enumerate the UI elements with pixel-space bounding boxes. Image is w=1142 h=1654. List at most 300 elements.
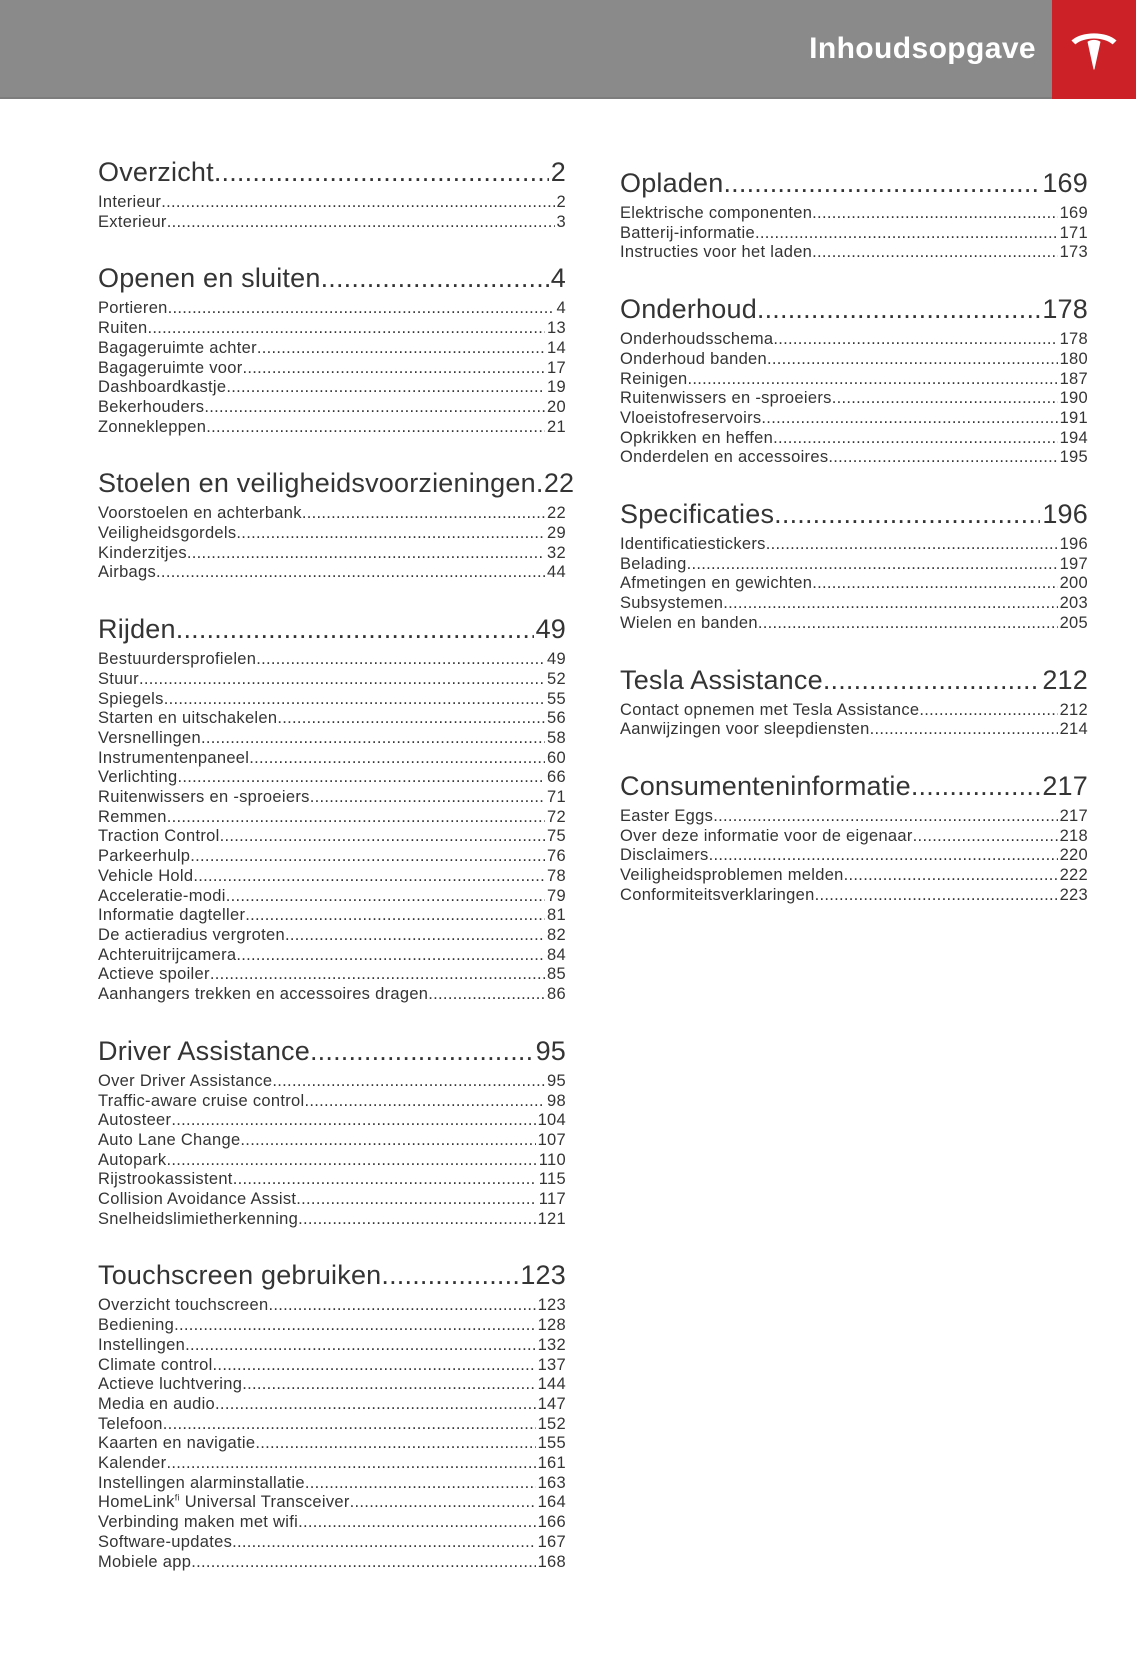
section-title: Rijden	[98, 614, 176, 645]
toc-entry[interactable]	[98, 1454, 566, 1474]
toc-section-heading[interactable]	[98, 466, 575, 500]
page-number: 60	[547, 748, 566, 767]
entry-label: Starten en uitschakelen	[98, 709, 278, 728]
toc-section-heading[interactable]	[620, 769, 1088, 803]
toc-section-heading[interactable]	[98, 155, 566, 189]
entry-label: Bekerhouders	[98, 397, 205, 416]
dot-leader	[870, 720, 1058, 740]
tesla-t-icon	[1068, 18, 1120, 82]
page-number: 222	[1059, 866, 1088, 885]
toc-entry[interactable]	[98, 1395, 566, 1415]
page-number: 110	[538, 1150, 566, 1169]
entry-label: Mobiele app	[98, 1552, 192, 1571]
toc-section	[98, 1034, 566, 1230]
entry-label: Verlichting	[98, 768, 178, 787]
toc-entry[interactable]	[620, 574, 1088, 594]
dot-leader	[240, 1131, 535, 1151]
dot-leader	[226, 887, 545, 907]
entry-label: Over Driver Assistance	[98, 1071, 273, 1090]
dot-leader	[256, 650, 545, 670]
toc-entry[interactable]	[620, 224, 1088, 244]
table-of-contents	[0, 99, 1142, 1601]
dot-leader	[167, 808, 545, 828]
entry-label: Aanwijzingen voor sleepdiensten	[620, 720, 870, 739]
section-title: Opladen	[620, 168, 724, 198]
page-number: 196	[1042, 499, 1088, 530]
page-number: 78	[547, 866, 566, 885]
entry-label: Airbags	[98, 563, 157, 582]
dot-leader	[304, 1092, 545, 1112]
toc-entry[interactable]	[98, 1190, 566, 1210]
entry-label: Instellingen	[98, 1335, 186, 1354]
toc-section-heading[interactable]	[98, 1034, 566, 1068]
entry-label: Veiligheidsgordels	[98, 524, 237, 543]
toc-entry[interactable]	[98, 926, 566, 946]
dot-leader	[812, 243, 1057, 263]
dot-leader	[272, 1072, 545, 1092]
dot-leader	[214, 155, 549, 189]
toc-entry[interactable]	[98, 1210, 566, 1230]
toc-entry[interactable]	[620, 535, 1088, 555]
entry-label: Onderdelen en accessoires	[620, 448, 829, 467]
toc-entry[interactable]	[98, 504, 566, 524]
entry-label: Ruiten	[98, 319, 148, 338]
entry-label: Onderhoudsschema	[620, 330, 774, 349]
toc-column-right	[620, 155, 1088, 1601]
toc-entry[interactable]	[620, 827, 1088, 847]
dot-leader	[236, 524, 545, 544]
dot-leader	[139, 670, 545, 690]
page-number: 29	[547, 524, 566, 543]
page-number: 194	[1059, 428, 1088, 447]
entry-label: Portieren	[98, 299, 168, 318]
page-number: 107	[537, 1130, 566, 1149]
page-number: 76	[547, 847, 566, 866]
toc-entry[interactable]	[620, 555, 1088, 575]
toc-entry[interactable]	[98, 1131, 566, 1151]
toc-section-heading[interactable]	[98, 612, 566, 646]
dot-leader	[911, 769, 1040, 803]
entry-label: Rijstrookassistent	[98, 1170, 233, 1189]
toc-entry[interactable]	[620, 350, 1088, 370]
toc-entry[interactable]	[98, 544, 566, 564]
entry-label: Overzicht touchscreen	[98, 1296, 269, 1315]
toc-entry[interactable]	[98, 729, 566, 749]
dot-leader	[268, 1296, 535, 1316]
section-title: Onderhoud	[620, 294, 757, 325]
page-number: 217	[1042, 770, 1088, 801]
section-title: Openen en sluiten	[98, 263, 321, 294]
toc-entry[interactable]	[620, 701, 1088, 721]
toc-entry[interactable]	[98, 1336, 566, 1356]
toc-section-heading[interactable]	[98, 1258, 566, 1292]
section-title: Consumenteninformatie	[620, 770, 911, 801]
toc-entry[interactable]	[620, 448, 1088, 468]
toc-column-left	[98, 155, 575, 1601]
dot-leader	[245, 906, 545, 926]
entry-label: Identificatiestickers	[620, 535, 766, 554]
dot-leader	[285, 926, 545, 946]
dot-leader	[298, 1513, 535, 1533]
toc-entry[interactable]	[98, 749, 566, 769]
page-number: 161	[537, 1454, 566, 1473]
entry-label: Stuur	[98, 669, 139, 688]
dot-leader	[298, 1210, 535, 1230]
toc-entry[interactable]	[98, 709, 566, 729]
dot-leader	[168, 299, 555, 319]
toc-section-heading[interactable]	[620, 497, 1088, 531]
entry-label: Collision Avoidance Assist	[98, 1190, 297, 1209]
toc-entry[interactable]	[620, 720, 1088, 740]
dot-leader	[277, 709, 545, 729]
page-number: 168	[537, 1552, 566, 1571]
page-number: 52	[547, 669, 566, 688]
dot-leader	[302, 504, 545, 524]
dot-leader	[919, 701, 1057, 721]
toc-entry[interactable]	[98, 1151, 566, 1171]
entry-label: Belading	[620, 554, 687, 573]
dot-leader	[815, 886, 1058, 906]
page-number: 58	[547, 728, 566, 747]
page-number: 49	[535, 614, 566, 645]
toc-entry[interactable]	[98, 906, 566, 926]
toc-entry[interactable]	[98, 319, 566, 339]
dot-leader	[350, 1493, 536, 1513]
entry-label: Interieur	[98, 193, 162, 211]
toc-entry[interactable]	[98, 359, 566, 379]
entry-label: Instrumentenpaneel	[98, 748, 250, 767]
entry-label: Kalender	[98, 1454, 167, 1473]
entry-label: Snelheidslimietherkenning	[98, 1209, 299, 1228]
toc-entry[interactable]	[620, 886, 1088, 906]
toc-entry[interactable]	[98, 1493, 566, 1513]
toc-entry[interactable]	[98, 946, 566, 966]
toc-entry[interactable]	[98, 808, 566, 828]
toc-entry[interactable]	[98, 398, 566, 418]
toc-entry[interactable]	[98, 965, 566, 985]
toc-entry[interactable]	[98, 418, 566, 438]
page-number: 22	[547, 504, 566, 523]
page-number: 167	[537, 1532, 566, 1551]
page-number: 19	[547, 378, 566, 397]
page-number: 95	[535, 1035, 566, 1066]
page-number: 4	[550, 263, 566, 294]
dot-leader	[536, 466, 542, 500]
page-number: 75	[547, 827, 566, 846]
toc-entry[interactable]	[98, 1111, 566, 1131]
section-title: Touchscreen gebruiken	[98, 1260, 382, 1291]
toc-entry[interactable]	[620, 614, 1088, 634]
page-number: 81	[547, 906, 566, 925]
page-number: 3	[556, 212, 566, 231]
dot-leader	[321, 261, 549, 295]
toc-entry[interactable]	[98, 1356, 566, 1376]
dot-leader	[761, 409, 1057, 429]
toc-entry[interactable]	[98, 670, 566, 690]
toc-entry[interactable]	[98, 690, 566, 710]
toc-entry[interactable]	[98, 1092, 566, 1112]
dot-leader	[310, 1034, 534, 1068]
entry-label: Batterij-informatie	[620, 223, 755, 242]
entry-label: Ruitenwissers en -sproeiers	[620, 389, 832, 408]
dot-leader	[210, 965, 545, 985]
dot-leader	[233, 1170, 537, 1190]
toc-section	[620, 166, 1088, 263]
page-number: 132	[537, 1335, 566, 1354]
toc-entry[interactable]	[98, 867, 566, 887]
toc-entry[interactable]	[98, 1415, 566, 1435]
toc-entry[interactable]	[98, 650, 566, 670]
page-number: 196	[1059, 535, 1088, 554]
dot-leader	[766, 535, 1058, 555]
toc-entry[interactable]	[98, 1072, 566, 1092]
entry-label: Versnellingen	[98, 728, 201, 747]
section-title: Driver Assistance	[98, 1035, 310, 1066]
page-number: 123	[520, 1260, 566, 1291]
section-title: Stoelen en veiligheidsvoorzieningen	[98, 468, 536, 499]
entry-label: Climate control	[98, 1355, 213, 1374]
toc-entry[interactable]	[98, 1296, 566, 1316]
dot-leader	[236, 946, 545, 966]
entry-label: Over deze informatie voor de eigenaar	[620, 826, 913, 845]
toc-entry[interactable]	[98, 1375, 566, 1395]
page-number: 66	[547, 768, 566, 787]
entry-label: Wielen en banden	[620, 613, 758, 632]
toc-entry[interactable]	[620, 204, 1088, 224]
dot-leader	[213, 1356, 536, 1376]
toc-section	[98, 612, 566, 1005]
page-header	[0, 0, 1142, 99]
toc-entry[interactable]	[98, 1474, 566, 1494]
dot-leader	[774, 497, 1040, 531]
toc-section	[98, 261, 566, 437]
entry-label: Autosteer	[98, 1111, 172, 1130]
toc-entry[interactable]	[620, 866, 1088, 886]
entry-label: Bestuurdersprofielen	[98, 650, 257, 669]
toc-section	[98, 466, 575, 583]
entry-label: Software-updates	[98, 1532, 233, 1551]
dot-leader	[428, 985, 545, 1005]
entry-label: Vloeistofreservoirs	[620, 408, 762, 427]
entry-label: Bediening	[98, 1316, 175, 1335]
entry-label: Informatie dagteller	[98, 906, 246, 925]
dot-leader	[773, 429, 1057, 449]
dot-leader	[243, 359, 546, 379]
toc-entry[interactable]	[620, 330, 1088, 350]
entry-label: Traffic-aware cruise control	[98, 1091, 305, 1110]
toc-entry[interactable]	[620, 846, 1088, 866]
toc-entry[interactable]	[98, 524, 566, 544]
page-number: 214	[1059, 720, 1088, 739]
entry-label: Spiegels	[98, 689, 164, 708]
page-number: 128	[537, 1316, 566, 1335]
dot-leader	[305, 1474, 536, 1494]
page-number: 164	[537, 1493, 566, 1512]
page-number: 203	[1059, 594, 1088, 613]
toc-entry[interactable]	[620, 389, 1088, 409]
entry-label: Actieve spoiler	[98, 965, 210, 984]
toc-entry[interactable]	[620, 243, 1088, 263]
page-number: 180	[1059, 349, 1088, 368]
toc-section	[620, 769, 1088, 906]
page-number: 218	[1059, 826, 1088, 845]
page-number: 166	[537, 1513, 566, 1532]
dot-leader	[215, 1395, 536, 1415]
superscript-mark: fi	[174, 1492, 180, 1503]
dot-leader	[148, 319, 546, 339]
toc-section-heading[interactable]	[98, 261, 566, 295]
entry-label: Kaarten en navigatie	[98, 1434, 256, 1453]
page-number: 190	[1059, 389, 1088, 408]
dot-leader	[255, 1434, 535, 1454]
entry-label: Opkrikken en heffen	[620, 428, 774, 447]
entry-label: Auto Lane Change	[98, 1130, 241, 1149]
toc-entry[interactable]	[98, 827, 566, 847]
dot-leader	[773, 330, 1057, 350]
entry-label: Veiligheidsproblemen melden	[620, 866, 844, 885]
dot-leader	[232, 1533, 535, 1553]
entry-label: Achteruitrijcamera	[98, 945, 237, 964]
page-number: 22	[543, 468, 575, 499]
section-title: Tesla Assistance	[620, 664, 823, 695]
toc-entry[interactable]	[98, 563, 566, 583]
entry-label: HomeLink$^{fi}$ Universal Transceiver	[98, 1492, 350, 1512]
page-number: 2	[550, 157, 566, 187]
toc-entry[interactable]	[98, 299, 566, 319]
toc-entry[interactable]	[98, 1513, 566, 1533]
page-number: 2	[556, 193, 566, 211]
page-number: 195	[1059, 448, 1088, 467]
page-number: 98	[547, 1091, 566, 1110]
toc-entry[interactable]	[98, 1170, 566, 1190]
entry-label: Reinigen	[620, 369, 688, 388]
toc-entry[interactable]	[98, 193, 566, 213]
toc-section-heading[interactable]	[620, 292, 1088, 326]
dot-leader	[156, 563, 545, 583]
entry-label: Remmen	[98, 807, 167, 826]
entry-label: Acceleratie-modi	[98, 886, 226, 905]
toc-section-heading[interactable]	[620, 663, 1088, 697]
entry-label: Aanhangers trekken en accessoires dragen	[98, 985, 429, 1004]
entry-label: Bagageruimte voor	[98, 358, 243, 377]
dot-leader	[828, 448, 1057, 468]
page-number: 152	[537, 1414, 566, 1433]
page-number: 20	[547, 397, 566, 416]
toc-entry[interactable]	[98, 1316, 566, 1336]
dot-leader	[832, 389, 1058, 409]
toc-entry[interactable]	[620, 429, 1088, 449]
toc-section-heading[interactable]	[620, 166, 1088, 200]
entry-label: Ruitenwissers en -sproeiers	[98, 788, 310, 807]
page-number: 85	[547, 965, 566, 984]
dot-leader	[164, 690, 545, 710]
page-number: 223	[1059, 885, 1088, 904]
dot-leader	[310, 788, 545, 808]
page-number: 212	[1042, 664, 1088, 695]
toc-entry[interactable]	[620, 370, 1088, 390]
page-number: 163	[537, 1473, 566, 1492]
entry-label: Instructies voor het laden	[620, 243, 813, 262]
toc-section	[620, 497, 1088, 634]
entry-label: Parkeerhulp	[98, 847, 191, 866]
dot-leader	[767, 350, 1058, 370]
toc-entry[interactable]	[98, 847, 566, 867]
entry-label: Exterieur	[98, 212, 167, 231]
page-number: 72	[547, 807, 566, 826]
entry-label: Easter Eggs	[620, 806, 714, 825]
page-number: 121	[537, 1209, 566, 1228]
toc-entry[interactable]	[98, 1434, 566, 1454]
page-number: 169	[1059, 204, 1088, 222]
page-number: 217	[1059, 806, 1088, 825]
page-number: 173	[1059, 243, 1088, 262]
dot-leader	[201, 729, 545, 749]
toc-entry[interactable]	[98, 985, 566, 1005]
dot-leader	[174, 1316, 535, 1336]
page-number: 79	[547, 886, 566, 905]
toc-section	[620, 292, 1088, 468]
dot-leader	[191, 1553, 535, 1573]
toc-entry[interactable]	[98, 768, 566, 788]
section-title: Specificaties	[620, 499, 775, 530]
entry-label: Autopark	[98, 1150, 167, 1169]
dot-leader	[713, 807, 1057, 827]
page-number: 55	[547, 689, 566, 708]
toc-entry[interactable]	[98, 378, 566, 398]
entry-label: Vehicle Hold	[98, 866, 194, 885]
toc-entry[interactable]	[98, 1533, 566, 1553]
entry-label: Bagageruimte achter	[98, 338, 257, 357]
dot-leader	[220, 827, 545, 847]
page-number: 44	[547, 563, 566, 582]
dot-leader	[844, 866, 1058, 886]
toc-entry[interactable]	[98, 1553, 566, 1573]
section-title: Overzicht	[98, 157, 214, 187]
dot-leader	[296, 1190, 537, 1210]
dot-leader	[723, 594, 1057, 614]
toc-entry[interactable]	[620, 807, 1088, 827]
toc-entry[interactable]	[98, 887, 566, 907]
page-number: 95	[547, 1071, 566, 1090]
page-number: 197	[1059, 554, 1088, 573]
toc-entry[interactable]	[98, 339, 566, 359]
page-number: 171	[1059, 223, 1088, 242]
dot-leader	[187, 544, 545, 564]
entry-label: Media en audio	[98, 1394, 216, 1413]
dot-leader	[166, 1151, 536, 1171]
page-number: 56	[547, 709, 566, 728]
entry-label: Instellingen alarminstallatie	[98, 1473, 305, 1492]
toc-entry[interactable]	[98, 788, 566, 808]
toc-entry[interactable]	[620, 409, 1088, 429]
page-number: 191	[1059, 408, 1088, 427]
page-number: 117	[538, 1190, 566, 1209]
entry-label: Contact opnemen met Tesla Assistance	[620, 700, 920, 719]
page-number: 144	[537, 1375, 566, 1394]
page-number: 84	[547, 945, 566, 964]
entry-label: De actieradius vergroten	[98, 925, 285, 944]
dot-leader	[242, 1375, 535, 1395]
entry-label: Zonnekleppen	[98, 417, 207, 436]
page-number: 123	[537, 1296, 566, 1315]
dot-leader	[161, 193, 554, 213]
page-number: 200	[1059, 574, 1088, 593]
toc-section	[620, 663, 1088, 740]
entry-label: Onderhoud banden	[620, 349, 768, 368]
toc-entry[interactable]	[620, 594, 1088, 614]
toc-entry[interactable]	[98, 213, 566, 233]
toc-section	[98, 155, 566, 232]
